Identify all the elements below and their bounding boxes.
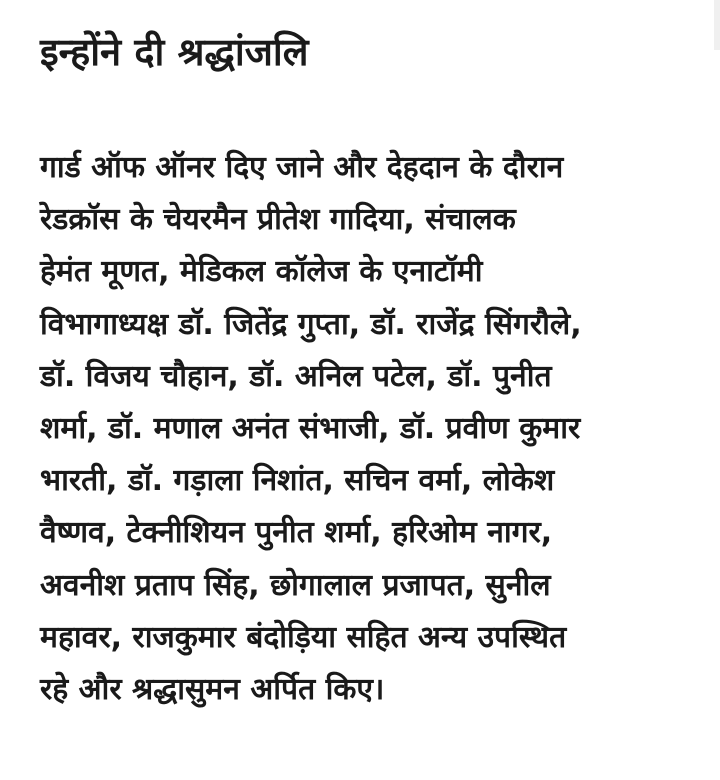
paragraph-line: हेमंत मूणत, मेडिकल कॉलेज के एनाटॉमी bbox=[40, 254, 483, 290]
paragraph-line: भारती, डॉ. गड़ाला निशांत, सचिन वर्मा, लोकेश bbox=[40, 463, 555, 499]
paragraph-line: वैष्णव, टेक्नीशियन पुनीत शर्मा, हरिओम नागर, bbox=[40, 515, 553, 551]
article-paragraph bbox=[40, 142, 700, 716]
paragraph-line: अवनीश प्रताप सिंह, छोगालाल प्रजापत, सुनील bbox=[40, 567, 551, 603]
paragraph-line: गार्ड ऑफ ऑनर दिए जाने और देहदान के दौरान bbox=[40, 150, 564, 185]
paragraph-line: शर्मा, डॉ. मणाल अनंत संभाजी, डॉ. प्रवीण कुमार bbox=[40, 411, 581, 447]
edge-divider bbox=[714, 0, 720, 50]
paragraph-line: रहे और श्रद्धासुमन अर्पित किए। bbox=[40, 672, 385, 708]
paragraph-line: डॉ. विजय चौहान, डॉ. अनिल पटेल, डॉ. पुनीत bbox=[40, 358, 552, 394]
paragraph-line: विभागाध्यक्ष डॉ. जितेंद्र गुप्ता, डॉ. राजेंद्र सिंगरौले, bbox=[40, 306, 582, 342]
paragraph-line: महावर, राजकुमार बंदोड़िया सहित अन्य उपस्थित bbox=[40, 619, 567, 655]
paragraph-line: रेडक्रॉस के चेयरमैन प्रीतेश गादिया, संचालक bbox=[40, 202, 516, 238]
section-heading: इन्होंने दी श्रद्धांजलि bbox=[40, 30, 309, 74]
